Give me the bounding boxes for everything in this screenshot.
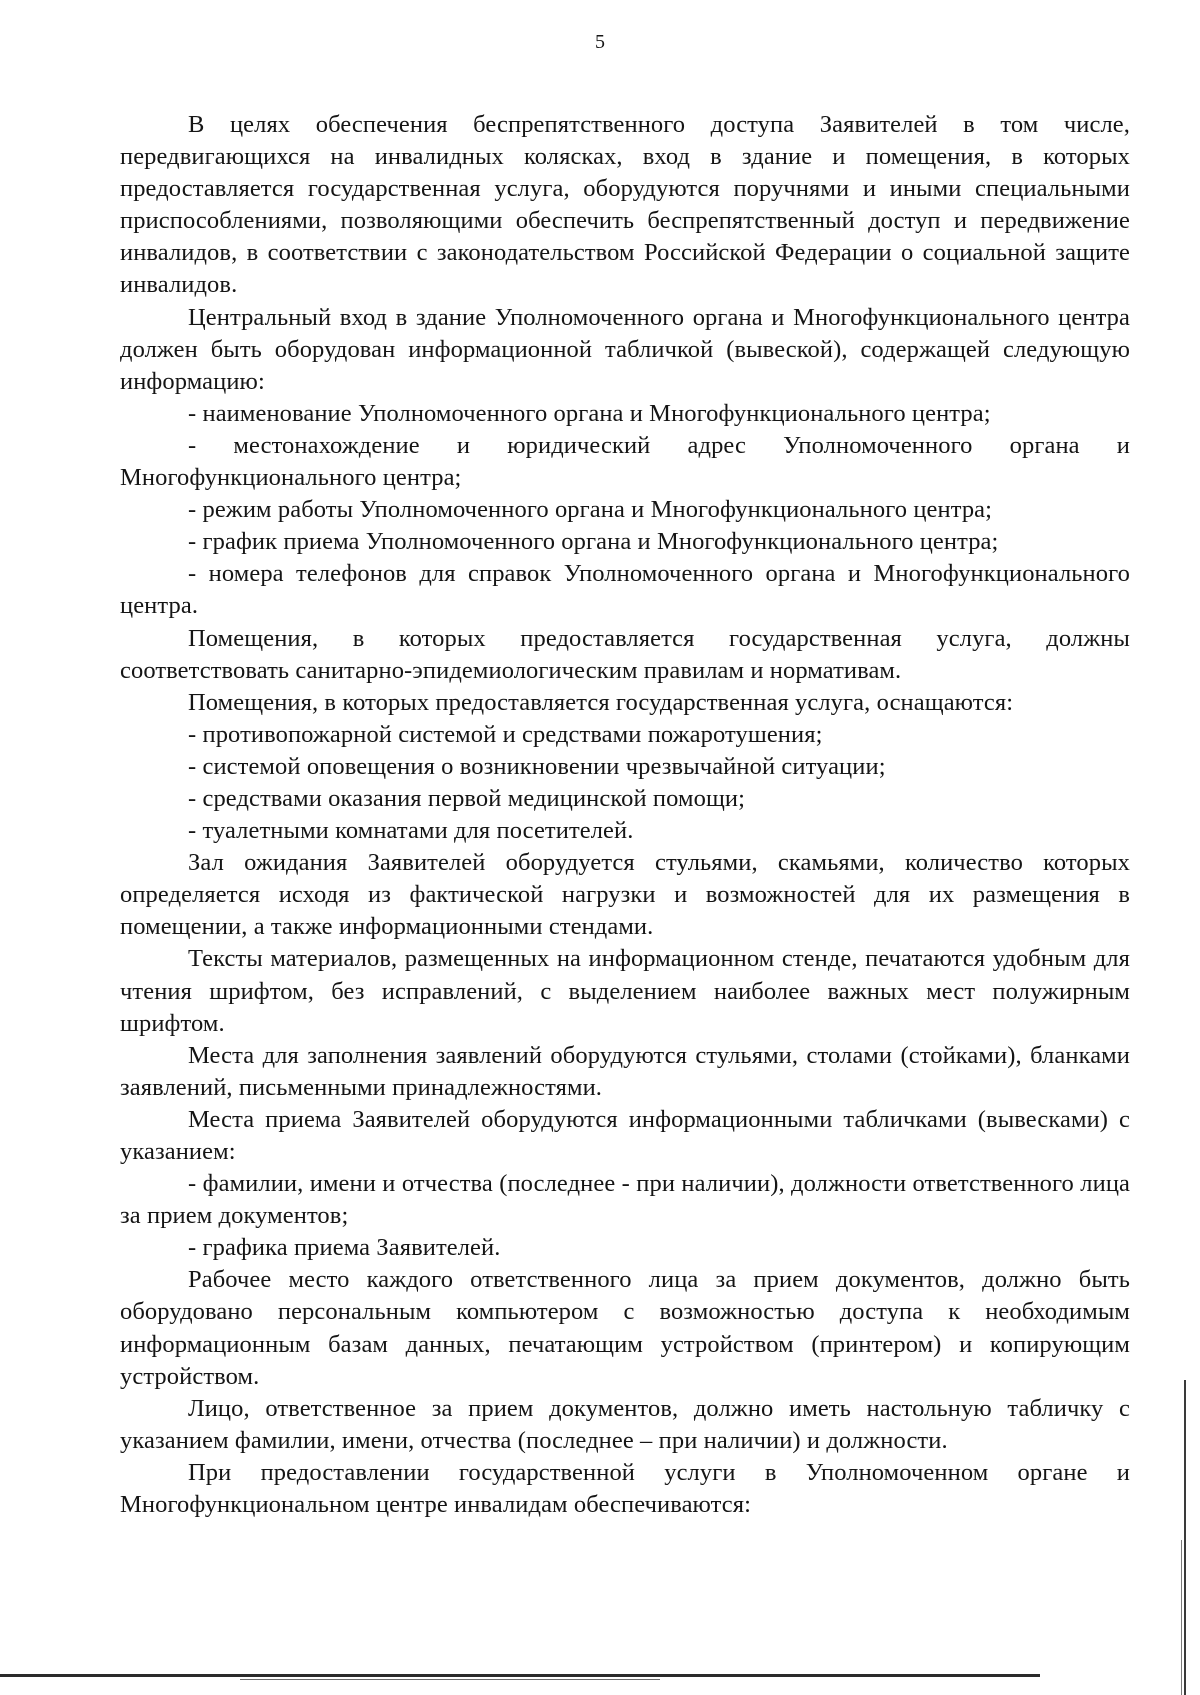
list-item-reception-schedule-2: - графика приема Заявителей. — [188, 1234, 501, 1262]
paragraph-disabled-provisions: При предоставлении государственной услуги в Уполномоченном органе и Многофункциональном центре инвалидам обеспечиваются: — [120, 1458, 1130, 1519]
scan-right-edge — [1184, 1380, 1186, 1695]
paragraph-sanitary-rules: Помещения, в которых предоставляется государственная услуга, должны соответствовать санитарно-эпидемиологическим правилам и нормативам. — [120, 624, 1130, 684]
scan-right-edge-secondary — [1181, 1540, 1182, 1695]
list-item-toilets: - туалетными комнатами для посетителей. — [188, 817, 634, 845]
scan-bottom-edge — [0, 1674, 1040, 1677]
paragraph-accessibility: В целях обеспечения беспрепятственного доступа Заявителей в том числе, передвигающихся на инвалидных колясках, вход в здание и помещения, в которых предоставляется государственная услуга, оборудуются поручнями и иными специальными приспособлениями, позволяющими обеспечить беспрепятственный доступ и передвижение инвалидов, в соответствии с законодательством Российской Федерации о социальной защите инвалидов. — [120, 111, 1130, 299]
page-number: 5 — [595, 31, 605, 53]
paragraph-waiting-hall: Зал ожидания Заявителей оборудуется стульями, скамьями, количество которых определяется исходя из фактической нагрузки и возможностей для их размещения в помещении, а также информационными стендами. — [120, 849, 1130, 941]
paragraph-equipped-with: Помещения, в которых предоставляется государственная услуга, оснащаются: — [188, 688, 1014, 716]
paragraph-central-entrance: Центральный вход в здание Уполномоченного органа и Многофункционального центра должен быть оборудован информационной табличкой (вывеской), содержащей следующую информацию: — [120, 303, 1130, 395]
scan-bottom-edge-thin — [240, 1679, 660, 1680]
list-item-work-mode: - режим работы Уполномоченного органа и Многофункционального центра; — [188, 496, 993, 524]
paragraph-filling-places: Места для заполнения заявлений оборудуются стульями, столами (стойками), бланками заявлений, письменными принадлежностями. — [120, 1041, 1130, 1101]
list-item-name: - наименование Уполномоченного органа и Многофункционального центра; — [188, 399, 991, 427]
document-body — [120, 109, 1130, 1521]
list-item-reception-schedule: - график приема Уполномоченного органа и Многофункционального центра; — [188, 528, 999, 556]
list-item-first-aid: - средствами оказания первой медицинской помощи; — [188, 784, 746, 812]
paragraph-desk-plate: Лицо, ответственное за прием документов, должно иметь настольную табличку с указанием фамилии, имени, отчества (последнее – при наличии) и должности. — [120, 1394, 1130, 1454]
paragraph-reception-places: Места приема Заявителей оборудуются информационными табличками (вывесками) с указанием: — [120, 1105, 1130, 1165]
paragraph-stand-texts: Тексты материалов, размещенных на информационном стенде, печатаются удобным для чтения шрифтом, без исправлений, с выделением наиболее важных мест полужирным шрифтом. — [120, 945, 1130, 1037]
list-item-emergency-alert: - системой оповещения о возникновении чрезвычайной ситуации; — [188, 752, 886, 780]
list-item-officer-name: - фамилии, имени и отчества (последнее - при наличии), должности ответственного лица за прием документов; — [120, 1170, 1130, 1230]
list-item-phone-numbers: - номера телефонов для справок Уполномоченного органа и Многофункционального центра. — [120, 560, 1130, 620]
list-item-location: - местонахождение и юридический адрес Уполномоченного органа и Многофункционального центра; — [120, 431, 1130, 492]
paragraph-workplace: Рабочее место каждого ответственного лица за прием документов, должно быть оборудовано персональным компьютером с возможностью доступа к необходимым информационным базам данных, печатающим устройством (принтером) и копирующим устройством. — [120, 1266, 1130, 1390]
list-item-fire-system: - противопожарной системой и средствами пожаротушения; — [188, 720, 823, 748]
